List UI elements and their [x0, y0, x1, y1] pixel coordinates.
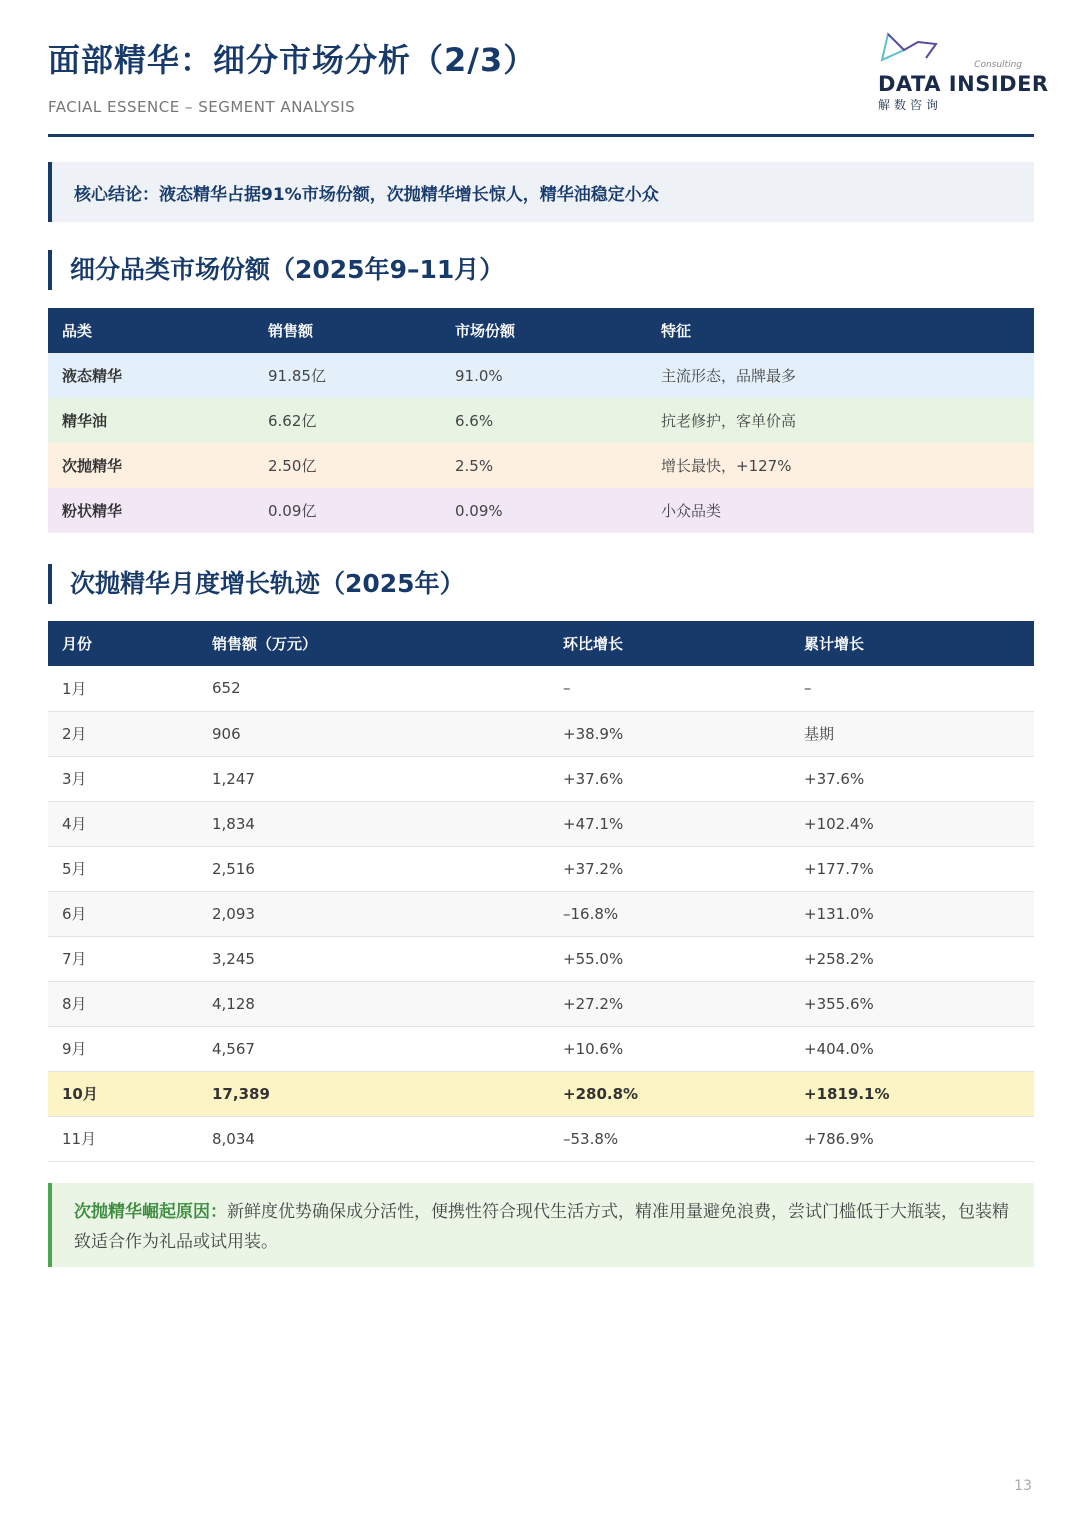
mom-growth-cell: +37.2%	[563, 859, 624, 878]
table-row	[48, 443, 1034, 488]
share-cell: 91.0%	[455, 366, 503, 385]
column-header: 销售额	[254, 308, 441, 353]
sales-cell: 0.09亿	[268, 502, 317, 520]
feature-cell: 主流形态，品牌最多	[661, 367, 797, 385]
key-conclusion-text: 核心结论：液态精华占据91%市场份额，次抛精华增长惊人，精华油稳定小众	[74, 184, 659, 205]
column-header: 累计增长	[790, 621, 1034, 666]
table-row	[48, 666, 1034, 711]
table-row	[48, 353, 1034, 398]
logo-consulting-text: Consulting	[974, 60, 1022, 70]
sales-cell: 1,247	[212, 769, 255, 788]
sales-cell: 6.62亿	[268, 412, 317, 430]
month-cell: 1月	[62, 679, 87, 698]
table-row	[48, 1026, 1034, 1071]
mom-growth-cell: –16.8%	[563, 904, 619, 923]
month-cell: 11月	[62, 1130, 97, 1148]
section-title-market-share: 细分品类市场份额（2025年9–11月）	[48, 250, 504, 290]
month-cell: 10月	[62, 1085, 98, 1103]
table-header-row	[48, 621, 1034, 666]
cumulative-growth-cell: +1819.1%	[804, 1084, 890, 1103]
sales-cell: 652	[212, 679, 241, 698]
category-cell: 次抛精华	[62, 457, 123, 475]
sales-cell: 1,834	[212, 814, 255, 833]
mom-growth-cell: –53.8%	[563, 1129, 619, 1148]
category-cell: 精华油	[62, 412, 108, 430]
cumulative-growth-cell: +355.6%	[804, 994, 874, 1013]
monthly-growth-table	[48, 621, 1034, 1162]
column-header: 品类	[48, 308, 254, 353]
mom-growth-cell: +55.0%	[563, 949, 624, 968]
section-title-monthly-growth: 次抛精华月度增长轨迹（2025年）	[48, 564, 465, 604]
sales-cell: 3,245	[212, 949, 255, 968]
sales-cell: 2,093	[212, 904, 255, 923]
note-text: 新鲜度优势确保成分活性，便携性符合现代生活方式，精准用量避免浪费，尝试门槛低于大瓶装，包装精致适合作为礼品或试用装。	[74, 1202, 1009, 1252]
share-cell: 2.5%	[455, 456, 494, 475]
sales-cell: 906	[212, 724, 241, 743]
logo-chinese-name: 解数咨询	[878, 98, 943, 112]
mom-growth-cell: –	[563, 679, 571, 698]
cumulative-growth-cell: 基期	[804, 725, 835, 743]
table-row	[48, 488, 1034, 533]
month-cell: 9月	[62, 1040, 87, 1058]
share-cell: 0.09%	[455, 501, 503, 520]
sales-cell: 8,034	[212, 1129, 255, 1148]
month-cell: 3月	[62, 770, 87, 788]
mom-growth-cell: +38.9%	[563, 724, 624, 743]
note-label: 次抛精华崛起原因：	[74, 1202, 227, 1222]
table-row	[48, 1071, 1034, 1116]
table-row	[48, 846, 1034, 891]
month-cell: 5月	[62, 860, 87, 878]
column-header: 销售额（万元）	[198, 621, 549, 666]
feature-cell: 小众品类	[661, 502, 722, 520]
table-row	[48, 801, 1034, 846]
cumulative-growth-cell: +37.6%	[804, 769, 865, 788]
table-row	[48, 711, 1034, 756]
mom-growth-cell: +10.6%	[563, 1039, 624, 1058]
column-header: 环比增长	[549, 621, 790, 666]
month-cell: 6月	[62, 905, 87, 923]
cumulative-growth-cell: –	[804, 679, 812, 698]
sales-cell: 91.85亿	[268, 367, 326, 385]
mom-growth-cell: +27.2%	[563, 994, 624, 1013]
logo-name: DATA INSIDER	[878, 72, 1049, 96]
share-cell: 6.6%	[455, 411, 494, 430]
cumulative-growth-cell: +102.4%	[804, 814, 874, 833]
sales-cell: 2,516	[212, 859, 255, 878]
market-share-table	[48, 308, 1034, 533]
header-divider	[48, 134, 1034, 137]
table-row	[48, 756, 1034, 801]
table-header-row	[48, 308, 1034, 353]
key-conclusion-callout	[48, 162, 1034, 222]
page-subtitle: FACIAL ESSENCE – SEGMENT ANALYSIS	[48, 98, 356, 116]
sales-cell: 2.50亿	[268, 457, 317, 475]
cumulative-growth-cell: +786.9%	[804, 1129, 874, 1148]
page-number: 13	[1014, 1478, 1032, 1494]
month-cell: 8月	[62, 995, 87, 1013]
data-insider-logo	[878, 32, 1049, 116]
cumulative-growth-cell: +177.7%	[804, 859, 874, 878]
cumulative-growth-cell: +258.2%	[804, 949, 874, 968]
feature-cell: 抗老修护，客单价高	[661, 412, 797, 430]
month-cell: 2月	[62, 725, 87, 743]
sales-cell: 4,567	[212, 1039, 255, 1058]
month-cell: 7月	[62, 950, 87, 968]
mom-growth-cell: +47.1%	[563, 814, 624, 833]
column-header: 市场份额	[441, 308, 647, 353]
table-row	[48, 981, 1034, 1026]
category-cell: 液态精华	[62, 367, 123, 385]
category-cell: 粉状精华	[62, 502, 123, 520]
cumulative-growth-cell: +404.0%	[804, 1039, 874, 1058]
table-row	[48, 1116, 1034, 1161]
feature-cell: 增长最快，+127%	[661, 457, 792, 475]
table-row	[48, 398, 1034, 443]
mom-growth-cell: +280.8%	[563, 1084, 639, 1103]
table-row	[48, 891, 1034, 936]
mom-growth-cell: +37.6%	[563, 769, 624, 788]
growth-reason-note	[48, 1183, 1034, 1267]
column-header: 月份	[48, 621, 198, 666]
table-row	[48, 936, 1034, 981]
page-title: 面部精华：细分市场分析（2/3）	[48, 41, 537, 79]
sales-cell: 4,128	[212, 994, 255, 1013]
cumulative-growth-cell: +131.0%	[804, 904, 874, 923]
month-cell: 4月	[62, 815, 87, 833]
sales-cell: 17,389	[212, 1084, 270, 1103]
logo-mark-icon	[878, 32, 942, 66]
column-header: 特征	[647, 308, 1034, 353]
